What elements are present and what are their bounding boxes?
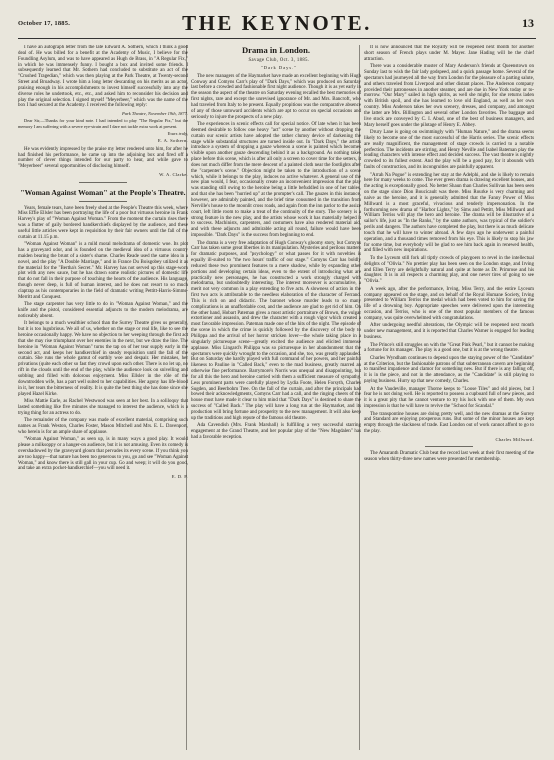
article-paragraph: It is now announced that the Royalty will be reopened next month for another short season of French plays under M. Mayer. Jane Hading will be the chief attraction. [364,45,534,62]
article-paragraph: It belongs to a much wealthier school than the Surrey Theatre gives us generally, but it is too lugubrious. We all of us, whether on the stage or real life, like to see the heroine occasionally happy. We have no objection to her weeping through the first act that she may rise triumphant over her enemies in the next, but we draw the line. The heroine in "Woman Against Woman" turns the tap on of her tear supply early in the second act, and keeps her handkerchief in steady requisition until the fall of the curtain. She runs the whole gamut of earthly woe and despair. Her mistakes, her privations (quite each other so fast they crowd upon each other. There is no let up, no rift in the clouds until the end of the play, while the audience look on snivelling and sobbing and filled with dolorous enjoyment. Miss Ellsler in the rôle of the downtrodden wife, has a part well suited to her capabilities. Her agony has life-blood in it, her tears the bitterness of reality. It is quite the best thing she has done since she played Hazel Kirke. [18,321,188,397]
article-paragraph: Drury Lane is going on swimmingly with "Human Nature," and the drama seems likely to become one of the most successful of the Harris series. The scenic effects are really magnificent, the management of stage crowds is carried to a notable perfection. The incidents are stirring, and Henry Neville and Isabel Bateman play the leading characters with intense effect and decided success. The vast theatre is nightly crowded to its fullest extent. And the play will be a good pay, for it abounds with faults of construction, and its incongruities are painfully apparent. [364,130,534,171]
letter-dateline: Park Theatre, November 19th, 1877. [122,110,188,116]
issue-date: October 17, 1885. [18,20,71,27]
masthead [18,8,536,39]
letter-body: Dear Sir,—Thanks for your kind note. I had intended to play "The Regular Fix," but the memory I am suffering with a severe eye-strain and I dare not tackle extra work at present. [18,118,188,129]
section-divider [425,446,473,447]
article-headline: "Woman Against Woman" at the People's Theatre. [20,187,186,197]
publication-title: THE KEYNOTE. [182,11,372,35]
article-paragraph: "Woman Against Woman" is a mild moral melodrama of domestic woe. Its plot has a graveyard odor, and is founded on the medieval idea of a virtuous country maiden bearing the brunt of a sister's shame. Charles Reade used the same idea in a novel, and the play "A Double Marriage," and in France Du Boisgobey utilized it as the material for the "Bertha's Secret." Mr. Harvey has not served up this stage-worn plot with any new sauce, but he has drawn some realistic pictures of domestic life that do not fall in their purpose of touching the hearts of the audience. His language, though never deep, is full of human interest, and he does not resort to so much claptrap as his contemporaries in the field of dramatic writing Pettitt-Harris-Simms-Merritt and Conquest. [18,242,188,300]
author-signature: E. D. P. [171,473,188,479]
article-dateline: Savage Club, Oct. 3, 1885. [248,58,310,63]
article-paragraph: Charles Wyndham continues to depend upon the staying power of the "Candidate" at the Criterion, but the fashionable patrons of that subterranean cavern are beginning to manifest impatience and clamor for something new. But if there is any falling off, it is in the piece, and not in the attendance, as the "Candidate" is still playing to paying business. Hurry up that new comedy, Charles. [364,355,534,385]
article-paragraph: "Arrah Na Pogue" is extending her stay at the Adelphi, and she is likely to remain here for many weeks to come. The ever green drama is drawing excellent houses, and the acting is exceptionally good. No better Shaun than Charles Sullivan has been seen on the stage since Dion Boucicault was there. Miss Rourke is very charming and naive as the heroine, and it is generally admitted that the Fanny Power of Miss Millward is a most graceful, vivacious and tenderly impersonation. In the forthcoming new drama of "Harbor Lights," by Sims and Pettitt, Miss Millward and William Terriss will play the hero and heroine. The drama will be illustrative of a sailor's life, just as "In the Ranks," by the same authors, was typical of the soldier's perils and dangers. The authors have completed the play, but there is as much delicate touch that he will have to winter abroad. A few days ago he underwent a painful operation, and a thousand times removed from his eye. This is likely to stop his jaw for some time, but everybody will be glad to see him back again in renewed health, and filled with new inspirations. [364,172,534,254]
article-paragraph: The stage carpenter has very little to do in "Woman Against Woman," and the knife and the pistol, considered essential adjuncts to the modern melodrama, are noticeably absent. [18,302,188,319]
article-paragraph: He was evidently impressed by the praise my letter rendered unto him, for after he had finished his performance, he came up into the adjoining box and fired off a number of clever things intended for our party to hear, and while gave to "Meyerbeer" several opportunities of disclosing himself. [18,146,188,170]
article-headline: Drama in London. [241,45,311,55]
article-paragraph: The Prince's still struggles on with the "Great Pink Pearl," but it cannot be making a fortune for its manager. The play is a good one, but it is at the wrong theatre. [364,342,534,354]
section-divider [79,201,127,202]
letter-signature: E. A. Sothern. [157,137,188,143]
article-paragraph: At the Vaudeville, manager Thorne keeps to "Loose Tiles" and old pieces, but I fear he is not doing well. He is reported to possess a cupboard full of new pieces, and it is a great pity that he cannot venture to try his luck with one of them. My own impression is that he will have to revive the "School for Scandal." [364,386,534,410]
article-paragraph: I have an autograph letter from the late Edward A. Sothern, which I think a good deal of. He was billed for a benefit at the Academy of Music, I believe for the Foundling Asylum, and was to have appeared as Hugh de Brass, in "A Regular Fix," in which he was immensely funny. I bought a box and invited some friends. I subsequently learned that Mr. Sothern had concluded to substitute an act of the "Crushed Tragedian," which was then playing at the Park Theatre, at Twenty-second Street and Broadway. I wrote him a long letter descanting on his merits as an actor, praising enough in his accomplishments to invest himself successfully into any the diverse roles he undertook, etc., etc., and asked him to reconsider his decision and play the original selection. I signed myself "Meyerbeer," which was the name of the box I had secured at the Academy. I received the following reply: [18,45,188,109]
article-paragraph: The new managers of the Haymarket have made an excellent beginning with Hugh Conway and Comyns Carr's play of "Dark Days," which was produced on Saturday last before a crowded and fashionable first night audience. Though it is as yet early in the season the aspect of the theatre on Saturday evening recalled the best memories of first nights, rare and except the unrevised ignorance of Mr. and Mrs. Bancroft, who had traveled from Italy to be present. Equally propitious was the comparative absence of any of those untoward accidents which are apt to occur on special occasions and seriously to injure the prospects of a new play. [191,73,361,120]
article-paragraph: Miss Mattie Earle, as Rachel Westwood was seen at her best. In a soliloquy that lasted something like five minutes she managed to interest the audience, which is a trying thing for an actress to do. [18,398,188,416]
column-right [364,45,534,752]
article-paragraph: The experiences in scenic effects call for special notice. Of late when it has been deemed desirable to follow one heavy "act" scene by another without dropping the curtain our scenic artists have adopted the rather clumsy device of darkening the stage while substantial structures are turned inside out. In "Dark Days," the artists introduce a system of dropping a gauze whereon a scene is painted which becomes visible upon another gauze descending behind it as a background. As nothing takes place before this scene, which is after all only a screen to cover time for the setters, it does not much differ from the mere descent of a painted cloth near the footlights after the "carpenter's scene." Objection might be taken to the introduction of a scene which, while it belongs to the play, induces no active whatever. A general use of the new plan would, I fear, occasionally create an inconvenient impression that the play was standing still owing to the heroine being a little befuddled in one of her tables, and that she has been "hurried up" at the prompter's call. The gauzes in this instance, however, are admirably painted, and the brief time consumed in the transition from Nerville's house to the moonlit cross roads, and again from the inn parlor to the assize court, left little room to make a treat of the continuity of the story. The scenery is a strong feature in the new play, and the artists whose work it has materially helped it to success. Machinists, carpenters, and costumers have also rendered material aid, and with these adjuncts and admirable acting all round, failure would have been impossible. "Dark Days" is the success from beginning to end. [191,122,361,239]
letter-closing: Yours truly, [167,130,188,136]
article-paragraph: The drama is a very free adaptation of Hugh Conway's gloomy story, but Comyns Carr has taken some great liberties in its manipulation. Mysteries and perilous matters for dramatic purposes, and "psychology" or what passes for it with novelties is equally ill-suited to "the two hours' traffic of our stage." Comyns Carr has boldly reduced these two prominent features to a mere shadow, while by expanding other portions and developing certain ideas, even to the extent of introducing what are practically new personages, he has constructed a work strongly charged with melodrama, but undoubtedly interesting. The interest moreover is accumulative, a merit not very common in a play extending to five acts. A slowness of action in the first two acts is attributable to the needless elaboration of the character of Ferrand. This is rich on and didactic. The baronet whose murder leads to so many complications is an unaffordable cost, and the audience are glad to get rid of him. On the other hand, Hobart Pateman gives a most artistic portraiture of Brown, the vulgar extortioner and assassin, and drew the character with a rough vigor which created a most favorable impression. Pateman made one of the hits of the night. The episode of the scene in which the crime is quickly followed by the discovery of the body to Philippa and the arrival of her horror stricken lover—the whole taking place in a singularly picturesque scene—greatly excited the audience and elicited immense applause. Miss Lingard's Philippa was so picturesque in her abandonment that the spectators were quickly wrought to the occasion, and she, too, was greatly applauded. But on Saturday she hardly played with full command of her powers, and her painful likeness to Pauline in "Called Back," even to the mad business, greatly marred an otherwise fine performance. Barrymore's Norris was unequal and disappointing, but for all this the hero and heroine carried with them a sufficient measure of sympathy. Less prominent parts were carefully played by Lydia Foote, Helen Forsyth, Charles Sugden, and Beerbohm Tree. On the fall of the curtain, and after the principals had bowed their acknowledgments, Comyns Carr had a call, and the ringing cheers of the house must have made it clear to him mind that "Dark Days" is destined to share the success of "Called Back." The play will have a long run at the Haymarket, and its production will bring fortune and prosperity to the new management. It will also keep up the traditions and high repute of the famous old theatre. [191,240,361,421]
author-signature: Charles Millward. [495,436,534,442]
author-signature: W. A. Clarke. [159,171,188,177]
article-subhead: "Dark Days." [260,64,298,70]
column-middle [191,45,361,752]
article-paragraph: The remainder of the company was made of excellent material, comprising such names as Frank Weston, Charles Foster, Mason Mitchell and Mrs. E. L. Davenport, who herein is for an ample share of applause. [18,418,188,435]
article-paragraph: Years, female tears, have been freely shed at the People's Theatre this week, where Miss Effie Ellsler has been portraying the life of a poor but virtuous heroine in Frank Harvey's play of "Woman Against Woman." From the moment the curtain rises there was a flutter of gaily bordered handkerchiefs displayed by the audience, and these useful little articles were kept in requisition by their fair owners until the fall of the curtain at 11.15 p.m. [18,205,188,240]
article-paragraph: After undergoing needful alterations, the Olympic will be reopened next month under new management, and it is reported that Charles Warner is engaged for leading business. [364,323,534,341]
article-paragraph: Ada Cavendish (Mrs. Frank Marshall) is fulfilling a very successful starring engagement at the Grand Theatre, and her popular play of the "New Magdalen" has had a favorable reception. [191,423,361,440]
article-paragraph: "Woman Against Woman," as seen up, is in many ways a good play. It would please a milksoppy or a hanger-on audience, but it is not amusing. Even its comedy is overshadowed by the graveyard gloom that pervades its every scene. If you think you are too happy—that nature has been too generous to you, go and see "Woman Against Woman," and know there is still gall in your cup. Go and weep; it will do you good, and take an extra pocket-handkerchief—you will need it. [18,437,188,472]
column-left [18,45,188,752]
article-paragraph: The Amaranth Dramatic Club beat the record last week at their first meeting of the season when thirty-three new names were presented for membership. [364,451,534,463]
article-paragraph: There was a considerable muster of Mary Anderson's friends at Queenstown on Sunday last to wish the fair lady godspeed, and a quick passage home. Several of the spectators had journeyed all the way from London for the pleasure of a parting salute, and others traveled from Liverpool and other distant places. The Anderson company provided their patronesses in another steamer, and are due in New York today or to-morrow. "Our Mary" sailed in high spirits, as well she might, for she returns laden with British spoil, and she has learned to love old England, as well as her own country. Miss Anderson takes her own scenery, dresses, and company, and amongst the latter are Mrs. Billington and several other London favorites. The baggage and live stock are conveyed by C. I. Abud, one of the best of business managers, and Mary herself goes under the pilotage of Henry E. Abbey. [364,64,534,128]
article-paragraph: To the Lyceum still fork all tiptly crowds of playgoers to revel in the intellectual delights of "Olivia." No prettier play has been seen on the London stage, and Irving and Ellen Terry are delightfully natural and quite at home as Dr. Primrose and his daughter. It is in all respects a charming play, and one never tires of going to see "Olivia." [364,255,534,285]
section-divider [79,182,127,183]
page-number: 13 [522,16,534,30]
article-paragraph: A week ago, after the performance, Irving, Miss Terry, and the entire Lyceum company appeared on the stage, and on behalf of the Royal Humane Society, Irving presented to William Terriss the medal which had been voted to him for saving the life of a drowning boy. Appropriate speeches were delivered upon the interesting occasion, and Terriss, who is one of the most popular members of the famous company, was quite overwhelmed with congratulations. [364,286,534,321]
article-paragraph: The transpontine houses are doing pretty well, and the new dramas at the Surrey and Standard are enjoying prosperous runs. But some of the minor houses are kept empty through the slackness of trade. East London out of work cannot afford to go to the play. [364,411,534,435]
